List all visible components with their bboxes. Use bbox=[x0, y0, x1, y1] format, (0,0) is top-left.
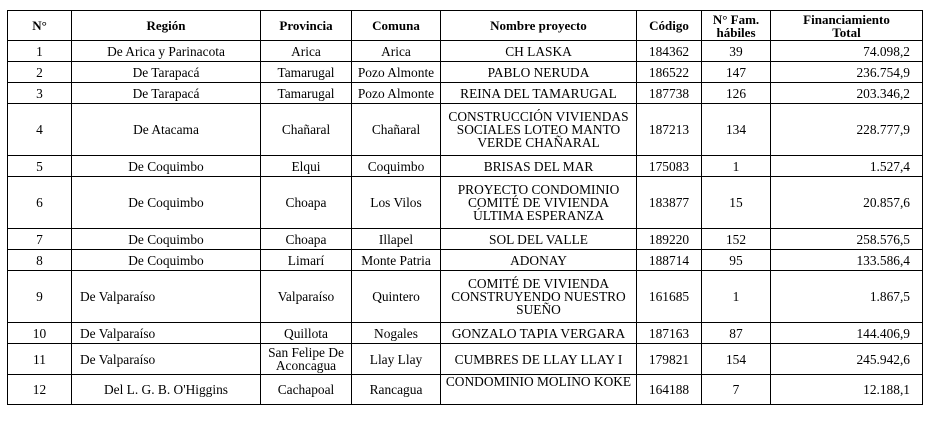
cell-text: Arica bbox=[381, 43, 411, 59]
cell-nombre-proyecto bbox=[441, 323, 637, 344]
table-row bbox=[8, 344, 923, 375]
header-region: Región bbox=[72, 11, 261, 41]
cell-text: Elqui bbox=[291, 158, 321, 174]
cell-text: Monte Patria bbox=[361, 252, 431, 268]
cell-text: 203.346,2 bbox=[856, 85, 910, 101]
table-body bbox=[8, 41, 923, 405]
cell-comuna bbox=[352, 104, 441, 156]
cell-text: CONSTRUCCIÓN VIVIENDAS SOCIALES LOTEO MANTO VERDE CHAÑARAL bbox=[448, 109, 629, 150]
cell-numero bbox=[8, 83, 72, 104]
cell-text: 236.754,9 bbox=[856, 64, 910, 80]
cell-comuna bbox=[352, 271, 441, 323]
cell-text: 20.857,6 bbox=[863, 195, 910, 210]
cell-text: 1 bbox=[36, 43, 43, 59]
cell-text: Chañaral bbox=[371, 122, 421, 137]
cell-codigo bbox=[637, 83, 702, 104]
cell-text: 245.942,6 bbox=[856, 351, 910, 367]
header-numero: N° bbox=[8, 11, 72, 41]
cell-nombre-proyecto bbox=[441, 344, 637, 375]
cell-text: Limarí bbox=[287, 252, 325, 268]
cell-text: CONDOMINIO MOLINO KOKE bbox=[445, 374, 632, 389]
cell-text: 2 bbox=[36, 64, 43, 80]
cell-numero bbox=[8, 104, 72, 156]
cell-text: 188714 bbox=[648, 252, 690, 268]
cell-text: 10 bbox=[32, 325, 47, 341]
cell-text: PROYECTO CONDOMINIO COMITÉ DE VIVIENDA ÚLTIMA ESPERANZA bbox=[457, 182, 620, 223]
header-codigo: Código bbox=[637, 11, 702, 41]
cell-nombre-proyecto bbox=[441, 250, 637, 271]
cell-text: De Coquimbo bbox=[128, 195, 204, 210]
cell-text: 4 bbox=[36, 122, 43, 137]
cell-familias bbox=[702, 271, 771, 323]
cell-text: 228.777,9 bbox=[856, 122, 910, 137]
cell-familias bbox=[702, 323, 771, 344]
cell-comuna bbox=[352, 375, 441, 405]
cell-financiamiento bbox=[771, 104, 923, 156]
cell-text: BRISAS DEL MAR bbox=[483, 158, 594, 174]
cell-comuna bbox=[352, 62, 441, 83]
cell-text: Pozo Almonte bbox=[357, 85, 435, 101]
cell-text: CH LASKA bbox=[505, 43, 572, 59]
cell-text: Quillota bbox=[284, 325, 328, 341]
cell-provincia bbox=[261, 271, 352, 323]
cell-financiamiento bbox=[771, 250, 923, 271]
cell-codigo bbox=[637, 177, 702, 229]
cell-nombre-proyecto bbox=[441, 41, 637, 62]
cell-region bbox=[72, 375, 261, 405]
cell-codigo bbox=[637, 229, 702, 250]
cell-nombre-proyecto bbox=[441, 271, 637, 323]
cell-numero bbox=[8, 344, 72, 375]
cell-text: 3 bbox=[36, 85, 43, 101]
cell-nombre-proyecto bbox=[441, 104, 637, 156]
cell-text: 1.527,4 bbox=[869, 158, 910, 174]
cell-text: Valparaíso bbox=[277, 289, 335, 304]
header-comuna: Comuna bbox=[352, 11, 441, 41]
cell-text: 154 bbox=[725, 351, 747, 367]
cell-numero bbox=[8, 41, 72, 62]
cell-text: 9 bbox=[36, 289, 43, 304]
cell-text: 161685 bbox=[648, 289, 690, 304]
cell-familias bbox=[702, 344, 771, 375]
table-row bbox=[8, 62, 923, 83]
cell-text: 144.406,9 bbox=[856, 325, 910, 341]
cell-nombre-proyecto bbox=[441, 375, 637, 405]
cell-text: Choapa bbox=[285, 231, 327, 247]
cell-text: 126 bbox=[725, 85, 747, 101]
cell-region bbox=[72, 62, 261, 83]
cell-nombre-proyecto bbox=[441, 83, 637, 104]
cell-text: De Valparaíso bbox=[80, 325, 156, 341]
header-provincia: Provincia bbox=[261, 11, 352, 41]
cell-text: 258.576,5 bbox=[856, 231, 910, 247]
cell-comuna bbox=[352, 229, 441, 250]
cell-text: De Coquimbo bbox=[128, 158, 204, 174]
header-familias: N° Fam. hábiles bbox=[702, 11, 771, 41]
cell-text: Quintero bbox=[372, 289, 420, 304]
cell-numero bbox=[8, 177, 72, 229]
cell-familias bbox=[702, 375, 771, 405]
cell-text: Chañaral bbox=[281, 122, 331, 137]
cell-text: Nogales bbox=[374, 325, 418, 341]
cell-familias bbox=[702, 41, 771, 62]
table-row bbox=[8, 177, 923, 229]
cell-nombre-proyecto bbox=[441, 177, 637, 229]
cell-text: 95 bbox=[729, 252, 743, 268]
cell-text: 187163 bbox=[648, 325, 690, 341]
cell-text: 184362 bbox=[648, 43, 690, 59]
cell-nombre-proyecto bbox=[441, 229, 637, 250]
cell-financiamiento bbox=[771, 41, 923, 62]
cell-text: GONZALO TAPIA VERGARA bbox=[451, 325, 626, 341]
cell-comuna bbox=[352, 250, 441, 271]
cell-numero bbox=[8, 375, 72, 405]
projects-table bbox=[7, 10, 923, 405]
cell-financiamiento bbox=[771, 83, 923, 104]
cell-region bbox=[72, 323, 261, 344]
cell-comuna bbox=[352, 156, 441, 177]
cell-region bbox=[72, 344, 261, 375]
cell-text: 7 bbox=[36, 231, 43, 247]
cell-text: De Tarapacá bbox=[132, 85, 200, 101]
cell-text: 183877 bbox=[648, 195, 690, 210]
cell-numero bbox=[8, 271, 72, 323]
cell-text: PABLO NERUDA bbox=[487, 64, 590, 80]
cell-nombre-proyecto bbox=[441, 62, 637, 83]
table-row bbox=[8, 41, 923, 62]
cell-text: 11 bbox=[33, 351, 46, 367]
cell-region bbox=[72, 41, 261, 62]
cell-numero bbox=[8, 229, 72, 250]
cell-codigo bbox=[637, 344, 702, 375]
cell-text: Illapel bbox=[378, 231, 414, 247]
cell-provincia bbox=[261, 177, 352, 229]
cell-numero bbox=[8, 250, 72, 271]
cell-provincia bbox=[261, 41, 352, 62]
cell-familias bbox=[702, 229, 771, 250]
cell-familias bbox=[702, 156, 771, 177]
cell-provincia bbox=[261, 156, 352, 177]
cell-codigo bbox=[637, 271, 702, 323]
cell-codigo bbox=[637, 62, 702, 83]
cell-text: 1 bbox=[732, 289, 740, 304]
cell-text: 39 bbox=[729, 43, 743, 59]
cell-numero bbox=[8, 156, 72, 177]
cell-text: 1 bbox=[732, 158, 740, 174]
cell-region bbox=[72, 250, 261, 271]
cell-text: Tamarugal bbox=[277, 85, 335, 101]
cell-text: 6 bbox=[36, 195, 43, 210]
cell-comuna bbox=[352, 41, 441, 62]
cell-familias bbox=[702, 250, 771, 271]
cell-text: 189220 bbox=[648, 231, 690, 247]
cell-provincia bbox=[261, 83, 352, 104]
table-row bbox=[8, 156, 923, 177]
cell-text: SOL DEL VALLE bbox=[489, 231, 588, 247]
cell-text: 133.586,4 bbox=[856, 252, 910, 268]
cell-text: De Tarapacá bbox=[132, 64, 200, 80]
cell-nombre-proyecto bbox=[441, 156, 637, 177]
cell-text: San Felipe De Aconcagua bbox=[268, 345, 344, 373]
cell-comuna bbox=[352, 323, 441, 344]
cell-financiamiento bbox=[771, 229, 923, 250]
cell-provincia bbox=[261, 104, 352, 156]
header-row bbox=[8, 11, 923, 41]
cell-text: 7 bbox=[732, 382, 740, 397]
cell-comuna bbox=[352, 344, 441, 375]
header-financiamiento: Financiamiento Total bbox=[771, 11, 923, 41]
table-row bbox=[8, 104, 923, 156]
cell-text: ADONAY bbox=[510, 252, 567, 268]
cell-financiamiento bbox=[771, 375, 923, 405]
cell-financiamiento bbox=[771, 156, 923, 177]
cell-text: Coquimbo bbox=[367, 158, 425, 174]
cell-region bbox=[72, 177, 261, 229]
cell-codigo bbox=[637, 156, 702, 177]
cell-comuna bbox=[352, 83, 441, 104]
cell-text: De Coquimbo bbox=[128, 231, 204, 247]
cell-codigo bbox=[637, 104, 702, 156]
cell-familias bbox=[702, 83, 771, 104]
cell-provincia bbox=[261, 323, 352, 344]
cell-text: CUMBRES DE LLAY LLAY I bbox=[454, 351, 623, 367]
cell-text: 147 bbox=[725, 64, 747, 80]
cell-text: REINA DEL TAMARUGAL bbox=[460, 85, 617, 101]
cell-text: 87 bbox=[729, 325, 743, 341]
cell-text: De Atacama bbox=[133, 122, 199, 137]
cell-text: 12.188,1 bbox=[863, 382, 910, 397]
cell-text: 5 bbox=[36, 158, 43, 174]
cell-text: Choapa bbox=[285, 195, 327, 210]
cell-region bbox=[72, 229, 261, 250]
cell-text: De Arica y Parinacota bbox=[107, 43, 225, 59]
cell-text: Llay Llay bbox=[369, 351, 423, 367]
cell-provincia bbox=[261, 375, 352, 405]
cell-text: 187213 bbox=[648, 122, 690, 137]
cell-financiamiento bbox=[771, 62, 923, 83]
cell-text: Pozo Almonte bbox=[357, 64, 435, 80]
cell-familias bbox=[702, 104, 771, 156]
cell-region bbox=[72, 271, 261, 323]
cell-provincia bbox=[261, 229, 352, 250]
cell-text: 187738 bbox=[648, 85, 690, 101]
cell-familias bbox=[702, 177, 771, 229]
cell-text: 164188 bbox=[648, 382, 690, 397]
cell-financiamiento bbox=[771, 271, 923, 323]
cell-text: 152 bbox=[725, 231, 747, 247]
cell-text: 74.098,2 bbox=[863, 43, 910, 59]
cell-comuna bbox=[352, 177, 441, 229]
cell-financiamiento bbox=[771, 344, 923, 375]
cell-text: 1.867,5 bbox=[869, 289, 910, 304]
cell-text: Cachapoal bbox=[277, 382, 335, 397]
cell-text: 134 bbox=[725, 122, 747, 137]
cell-codigo bbox=[637, 323, 702, 344]
table-row bbox=[8, 323, 923, 344]
cell-text: 15 bbox=[729, 195, 743, 210]
cell-text: 175083 bbox=[648, 158, 690, 174]
cell-codigo bbox=[637, 250, 702, 271]
cell-text: De Valparaíso bbox=[80, 351, 156, 367]
table-row bbox=[8, 250, 923, 271]
table-row bbox=[8, 83, 923, 104]
table-row bbox=[8, 375, 923, 405]
cell-numero bbox=[8, 323, 72, 344]
cell-text: Arica bbox=[291, 43, 321, 59]
cell-text: 186522 bbox=[648, 64, 690, 80]
cell-region bbox=[72, 156, 261, 177]
cell-text: De Coquimbo bbox=[128, 252, 204, 268]
cell-text: 179821 bbox=[648, 351, 690, 367]
cell-financiamiento bbox=[771, 177, 923, 229]
cell-provincia bbox=[261, 250, 352, 271]
cell-text: COMITÉ DE VIVIENDA CONSTRUYENDO NUESTRO SUEÑO bbox=[451, 276, 626, 317]
cell-provincia bbox=[261, 344, 352, 375]
table-row bbox=[8, 229, 923, 250]
cell-familias bbox=[702, 62, 771, 83]
cell-codigo bbox=[637, 41, 702, 62]
projects-table-container bbox=[7, 10, 923, 405]
cell-text: De Valparaíso bbox=[80, 289, 156, 304]
cell-text: 12 bbox=[32, 382, 47, 397]
cell-codigo bbox=[637, 375, 702, 405]
cell-numero bbox=[8, 62, 72, 83]
cell-text: Rancagua bbox=[369, 382, 423, 397]
cell-text: Del L. G. B. O'Higgins bbox=[103, 382, 229, 397]
cell-region bbox=[72, 83, 261, 104]
cell-provincia bbox=[261, 62, 352, 83]
cell-financiamiento bbox=[771, 323, 923, 344]
cell-text: Tamarugal bbox=[277, 64, 335, 80]
cell-region bbox=[72, 104, 261, 156]
cell-text: 8 bbox=[36, 252, 43, 268]
cell-text: Los Vilos bbox=[370, 195, 422, 210]
table-row bbox=[8, 271, 923, 323]
header-nombre-proyecto: Nombre proyecto bbox=[441, 11, 637, 41]
